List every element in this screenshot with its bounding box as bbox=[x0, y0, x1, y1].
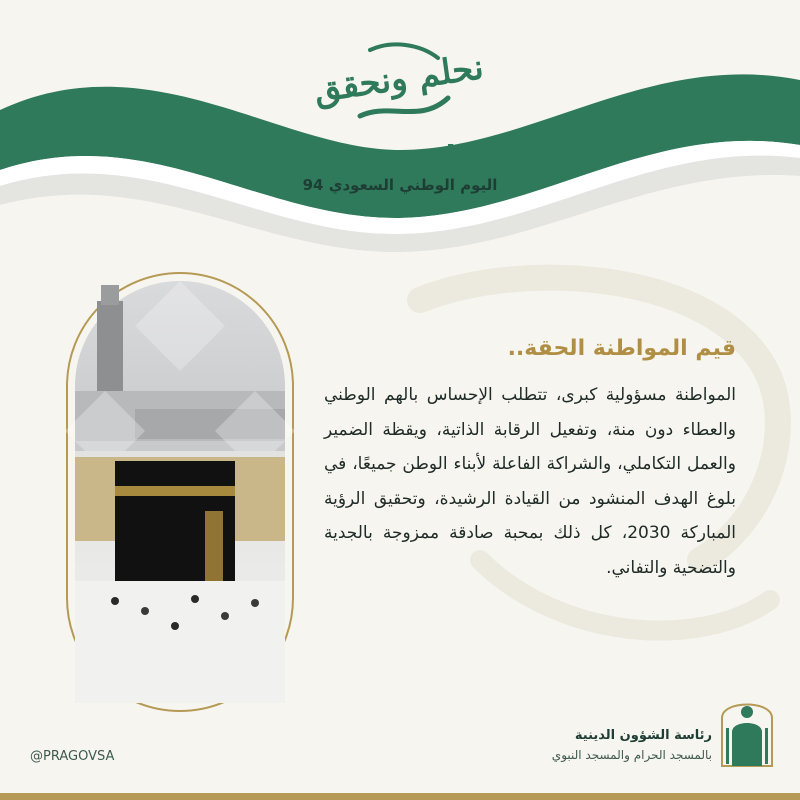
national-day-subtitle: اليوم الوطني السعودي 94 bbox=[302, 176, 498, 194]
social-handle: @PRAGOVSA bbox=[30, 749, 115, 764]
mosque-emblem-icon bbox=[718, 688, 776, 768]
article-body: المواطنة مسؤولية كبرى، تتطلب الإحساس بالهم الوطني والعطاء دون منة، وتفعيل الرقابة الذاتية، ويقظة الضمير والعمل التكاملي، والشراكة الفاعلة لأبناء الوطن جميعًا، في بلوغ الهدف المنشود من القيادة الرشيدة، وتحقيق الرؤية المباركة 2030، كل ذلك بمحبة صادقة ممزوجة بالجدية والتضحية والتفاني. bbox=[324, 385, 736, 578]
slogan-title: نحلم ونحقق bbox=[310, 140, 490, 175]
photo-frame bbox=[66, 272, 294, 712]
kaaba-illustration-icon bbox=[75, 281, 285, 703]
kaaba-photo bbox=[75, 281, 285, 703]
bottom-border bbox=[0, 793, 800, 800]
organization-subtitle: بالمسجد الحرام والمسجد النبوي bbox=[551, 748, 712, 762]
organization-name: رئاسة الشؤون الدينية bbox=[574, 728, 712, 743]
article-heading: قيم المواطنة الحقة.. bbox=[507, 336, 736, 361]
calligraphy-logo-icon bbox=[311, 28, 486, 148]
svg-text:نحلم ونحقق: نحلم ونحقق bbox=[311, 47, 486, 111]
